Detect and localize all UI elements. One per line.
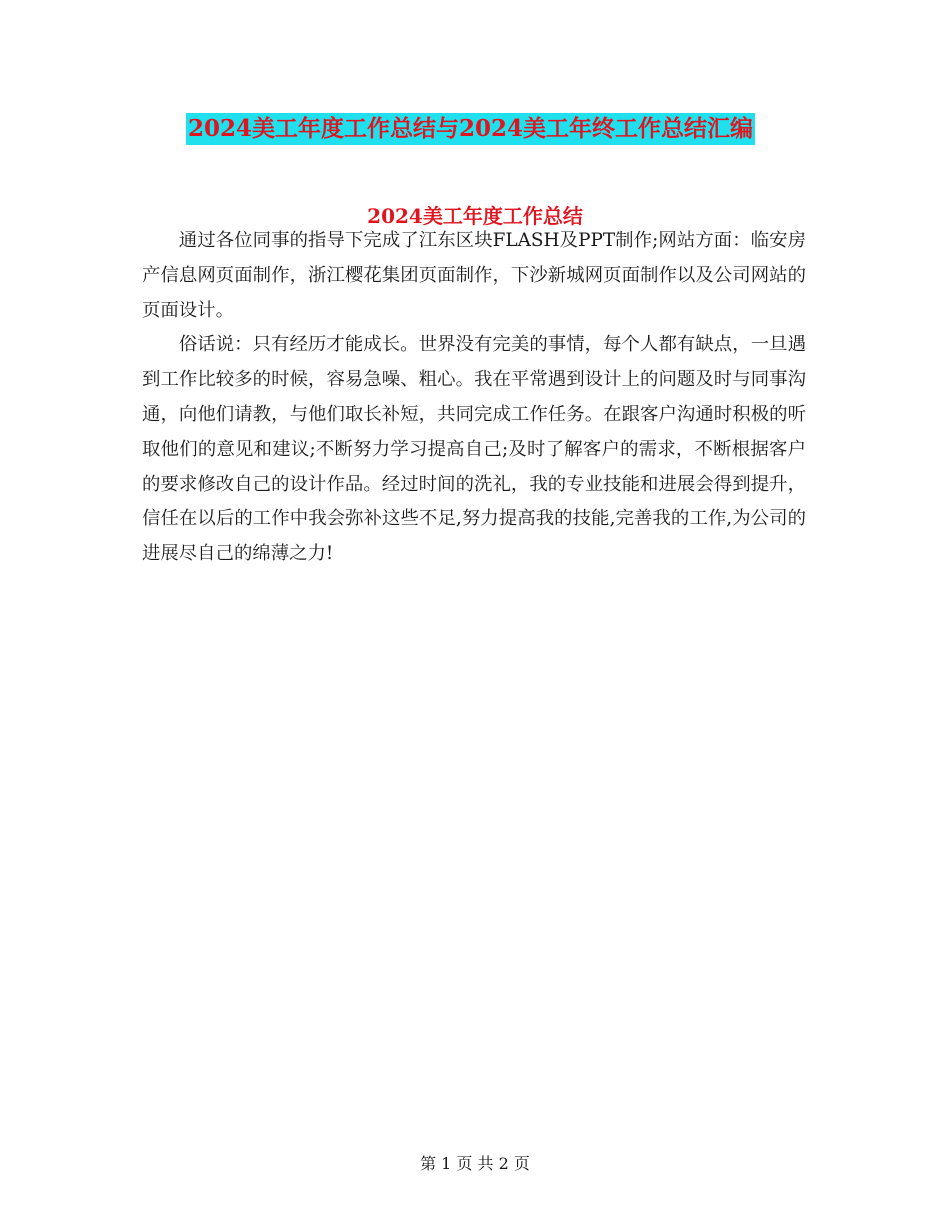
body-text [142, 224, 806, 572]
section-title: 2024美工年度工作总结 [367, 204, 583, 228]
document-title: 2024美工年度工作总结与2024美工年终工作总结汇编 [186, 113, 755, 145]
page-footer: 第 1 页 共 2 页 [420, 1154, 530, 1173]
paragraph-1: 通过各位同事的指导下完成了江东区块FLASH及PPT制作;网站方面：临安房产信息网页面制作，浙江樱花集团页面制作，下沙新城网页面制作以及公司网站的页面设计。 [142, 230, 806, 321]
paragraph-2: 俗话说：只有经历才能成长。世界没有完美的事情，每个人都有缺点，一旦遇到工作比较多的时候，容易急噪、粗心。我在平常遇到设计上的问题及时与同事沟通，向他们请教，与他们取长补短，共同完成工作任务。在跟客户沟通时积极的听取他们的意见和建议;不断努力学习提高自己;及时了解客户的需求，不断根据客户的要求修改自己的设计作品。经过时间的洗礼，我的专业技能和进展会得到提升，信任在以后的工作中我会弥补这些不足,努力提高我的技能,完善我的工作,为公司的进展尽自己的绵薄之力! [142, 334, 806, 565]
